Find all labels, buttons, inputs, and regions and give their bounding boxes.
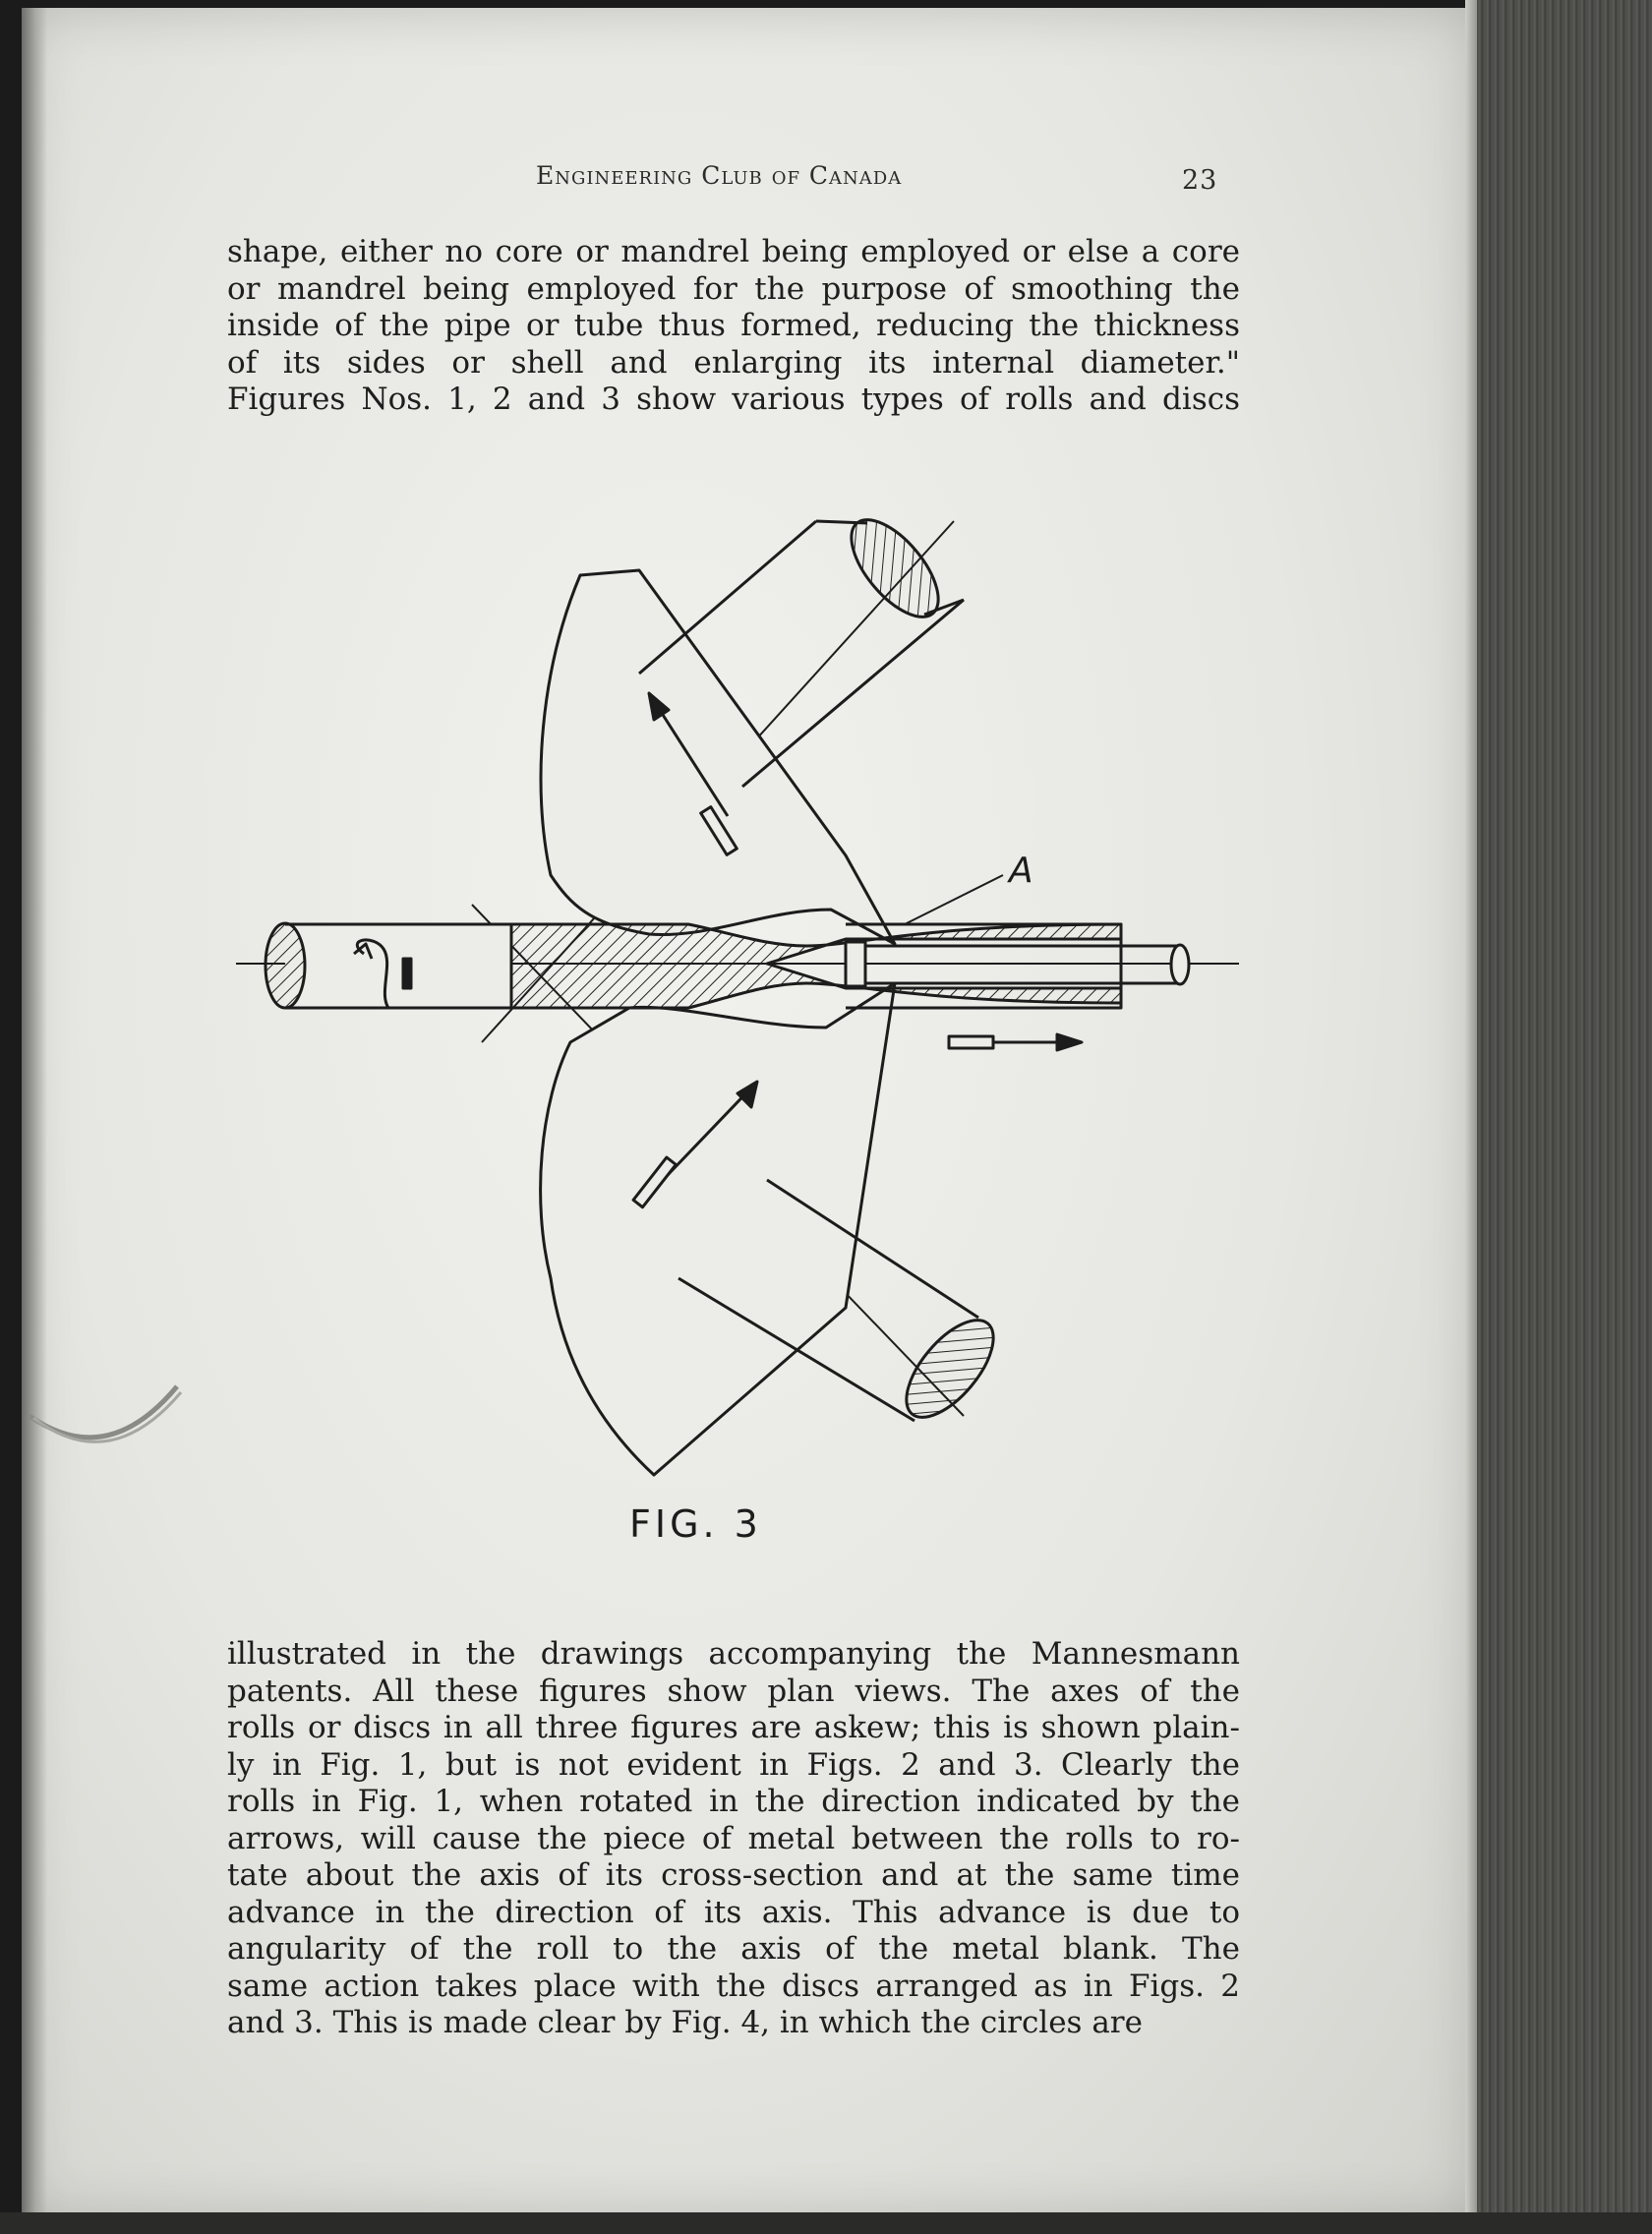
text-line: Figures Nos. 1, 2 and 3 show various types of rolls and discs	[227, 382, 1240, 417]
text-line: ly in Fig. 1, but is not evident in Figs. 2 and 3. Clearly the	[227, 1746, 1240, 1783]
text-line: arrows, will cause the piece of metal between the rolls to ro-	[227, 1820, 1240, 1856]
mandrel-head	[846, 942, 865, 986]
text-line: tate about the axis of its cross-section and at the same time	[227, 1857, 1240, 1893]
page-number: 23	[1182, 165, 1218, 196]
binding-thread	[0, 1357, 216, 1475]
header-title: Engineering Club of Canada	[536, 161, 903, 190]
solid-blank	[285, 924, 511, 1008]
paragraph-top	[227, 234, 1240, 419]
text-line: inside of the pipe or tube thus formed, reducing the thickness	[227, 308, 1240, 343]
label-a-leader	[905, 875, 1003, 924]
text-line: illustrated in the drawings accompanying the Mannesmann	[227, 1636, 1240, 1672]
text-line: patents. All these figures show plan views. The axes of the	[227, 1673, 1240, 1709]
figure-caption: FIG. 3	[629, 1502, 762, 1546]
paragraph-bottom	[227, 1636, 1240, 2042]
text-line: angularity of the roll to the axis of the metal blank. The	[227, 1931, 1240, 1967]
bottom-border	[0, 2212, 1652, 2234]
label-a: A	[1009, 851, 1033, 891]
mandrel-rod-end	[1171, 945, 1189, 984]
fig3-drawing	[216, 492, 1239, 1593]
text-line: same action takes place with the discs arranged as in Figs. 2	[227, 1968, 1240, 2004]
text-line: shape, either no core or mandrel being employed or else a core	[227, 234, 1240, 269]
book-spine	[1477, 0, 1652, 2234]
text-line: rolls in Fig. 1, when rotated in the direction indicated by the	[227, 1784, 1240, 1819]
upper-disc	[541, 570, 895, 944]
text-line: advance in the direction of its axis. This advance is due to	[227, 1894, 1240, 1930]
blank-cross-section	[511, 924, 1121, 1008]
page-gutter-shadow	[22, 8, 47, 2220]
text-line: rolls or discs in all three figures are askew; this is shown plain-	[227, 1710, 1240, 1745]
running-header	[536, 157, 1224, 197]
solid-blank-end	[266, 923, 305, 1008]
upper-shaft-end	[836, 505, 954, 631]
text-line: of its sides or shell and enlarging its internal diameter."	[227, 344, 1240, 381]
text-line: or mandrel being employed for the purpose of smoothing the	[227, 270, 1240, 307]
lower-shaft-end	[891, 1306, 1009, 1432]
text-line: and 3. This is made clear by Fig. 4, in which the circles are	[227, 2005, 1143, 2040]
